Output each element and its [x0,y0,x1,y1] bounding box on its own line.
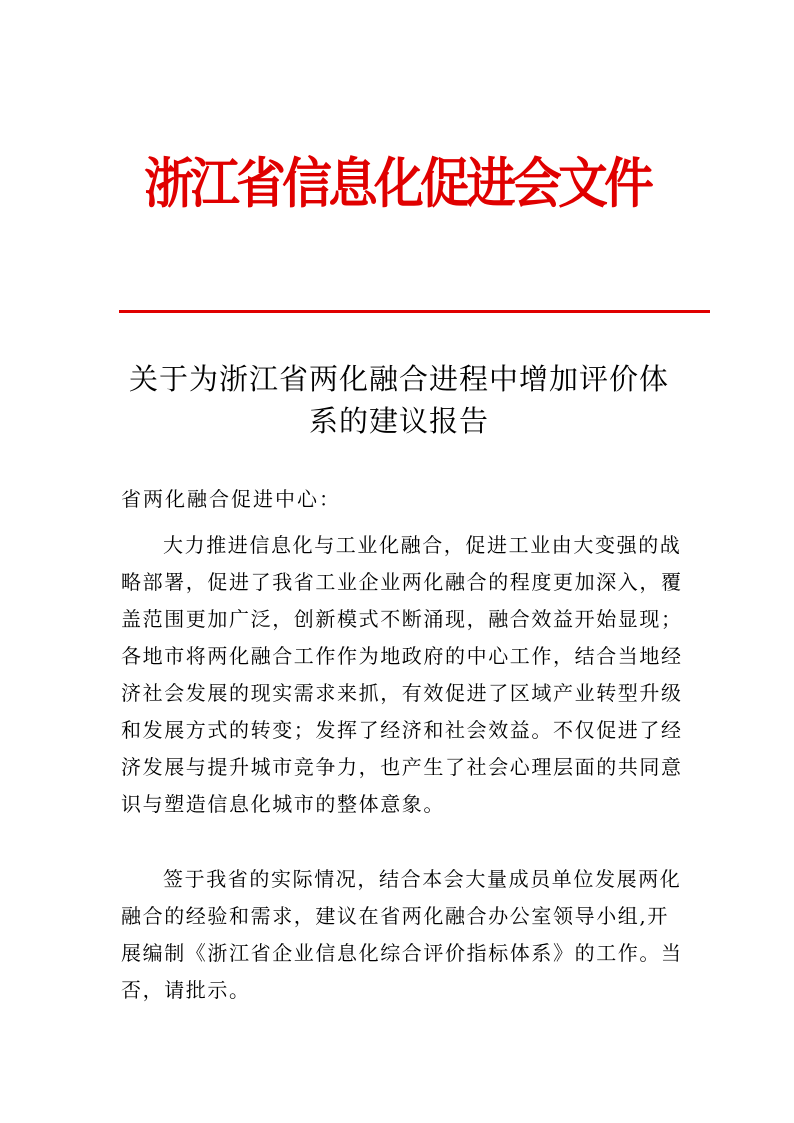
paragraph-line: 济发展与提升城市竞争力，也产生了社会心理层面的共同意 [121,755,683,779]
document-title [104,358,694,442]
paragraph-line: 识与塑造信息化城市的整体意象。 [121,792,445,816]
paragraph-line: 各地市将两化融合工作作为地政府的中心工作，结合当地经 [121,644,683,668]
body-paragraph-2 [121,861,681,1009]
body-paragraph-1 [121,527,681,823]
salutation: 省两化融合促进中心： [121,487,341,511]
paragraph-line: 略部署，促进了我省工业企业两化融合的程度更加深入，覆 [121,570,683,594]
paragraph-line: 签于我省的实际情况，结合本会大量成员单位发展两化 [163,867,682,891]
paragraph-line: 否，请批示。 [121,978,251,1002]
red-divider-line [119,310,710,313]
paragraph-line: 和发展方式的转变；发挥了经济和社会效益。不仅促进了经 [121,718,683,742]
paragraph-line: 融合的经验和需求，建议在省两化融合办公室领导小组,开 [121,904,669,928]
issuing-organization-header: 浙江省信息化促进会文件 [144,151,651,215]
paragraph-line: 济社会发展的现实需求来抓，有效促进了区域产业转型升级 [121,681,683,705]
document-title-line-2: 系的建议报告 [308,404,489,438]
paragraph-line: 盖范围更加广泛，创新模式不断涌现，融合效益开始显现； [121,607,683,631]
paragraph-line: 展编制《浙江省企业信息化综合评价指标体系》的工作。当 [121,941,683,965]
document-title-line-1: 关于为浙江省两化融合进程中增加评价体 [128,362,669,396]
paragraph-line: 大力推进信息化与工业化融合，促进工业由大变强的战 [163,533,682,557]
